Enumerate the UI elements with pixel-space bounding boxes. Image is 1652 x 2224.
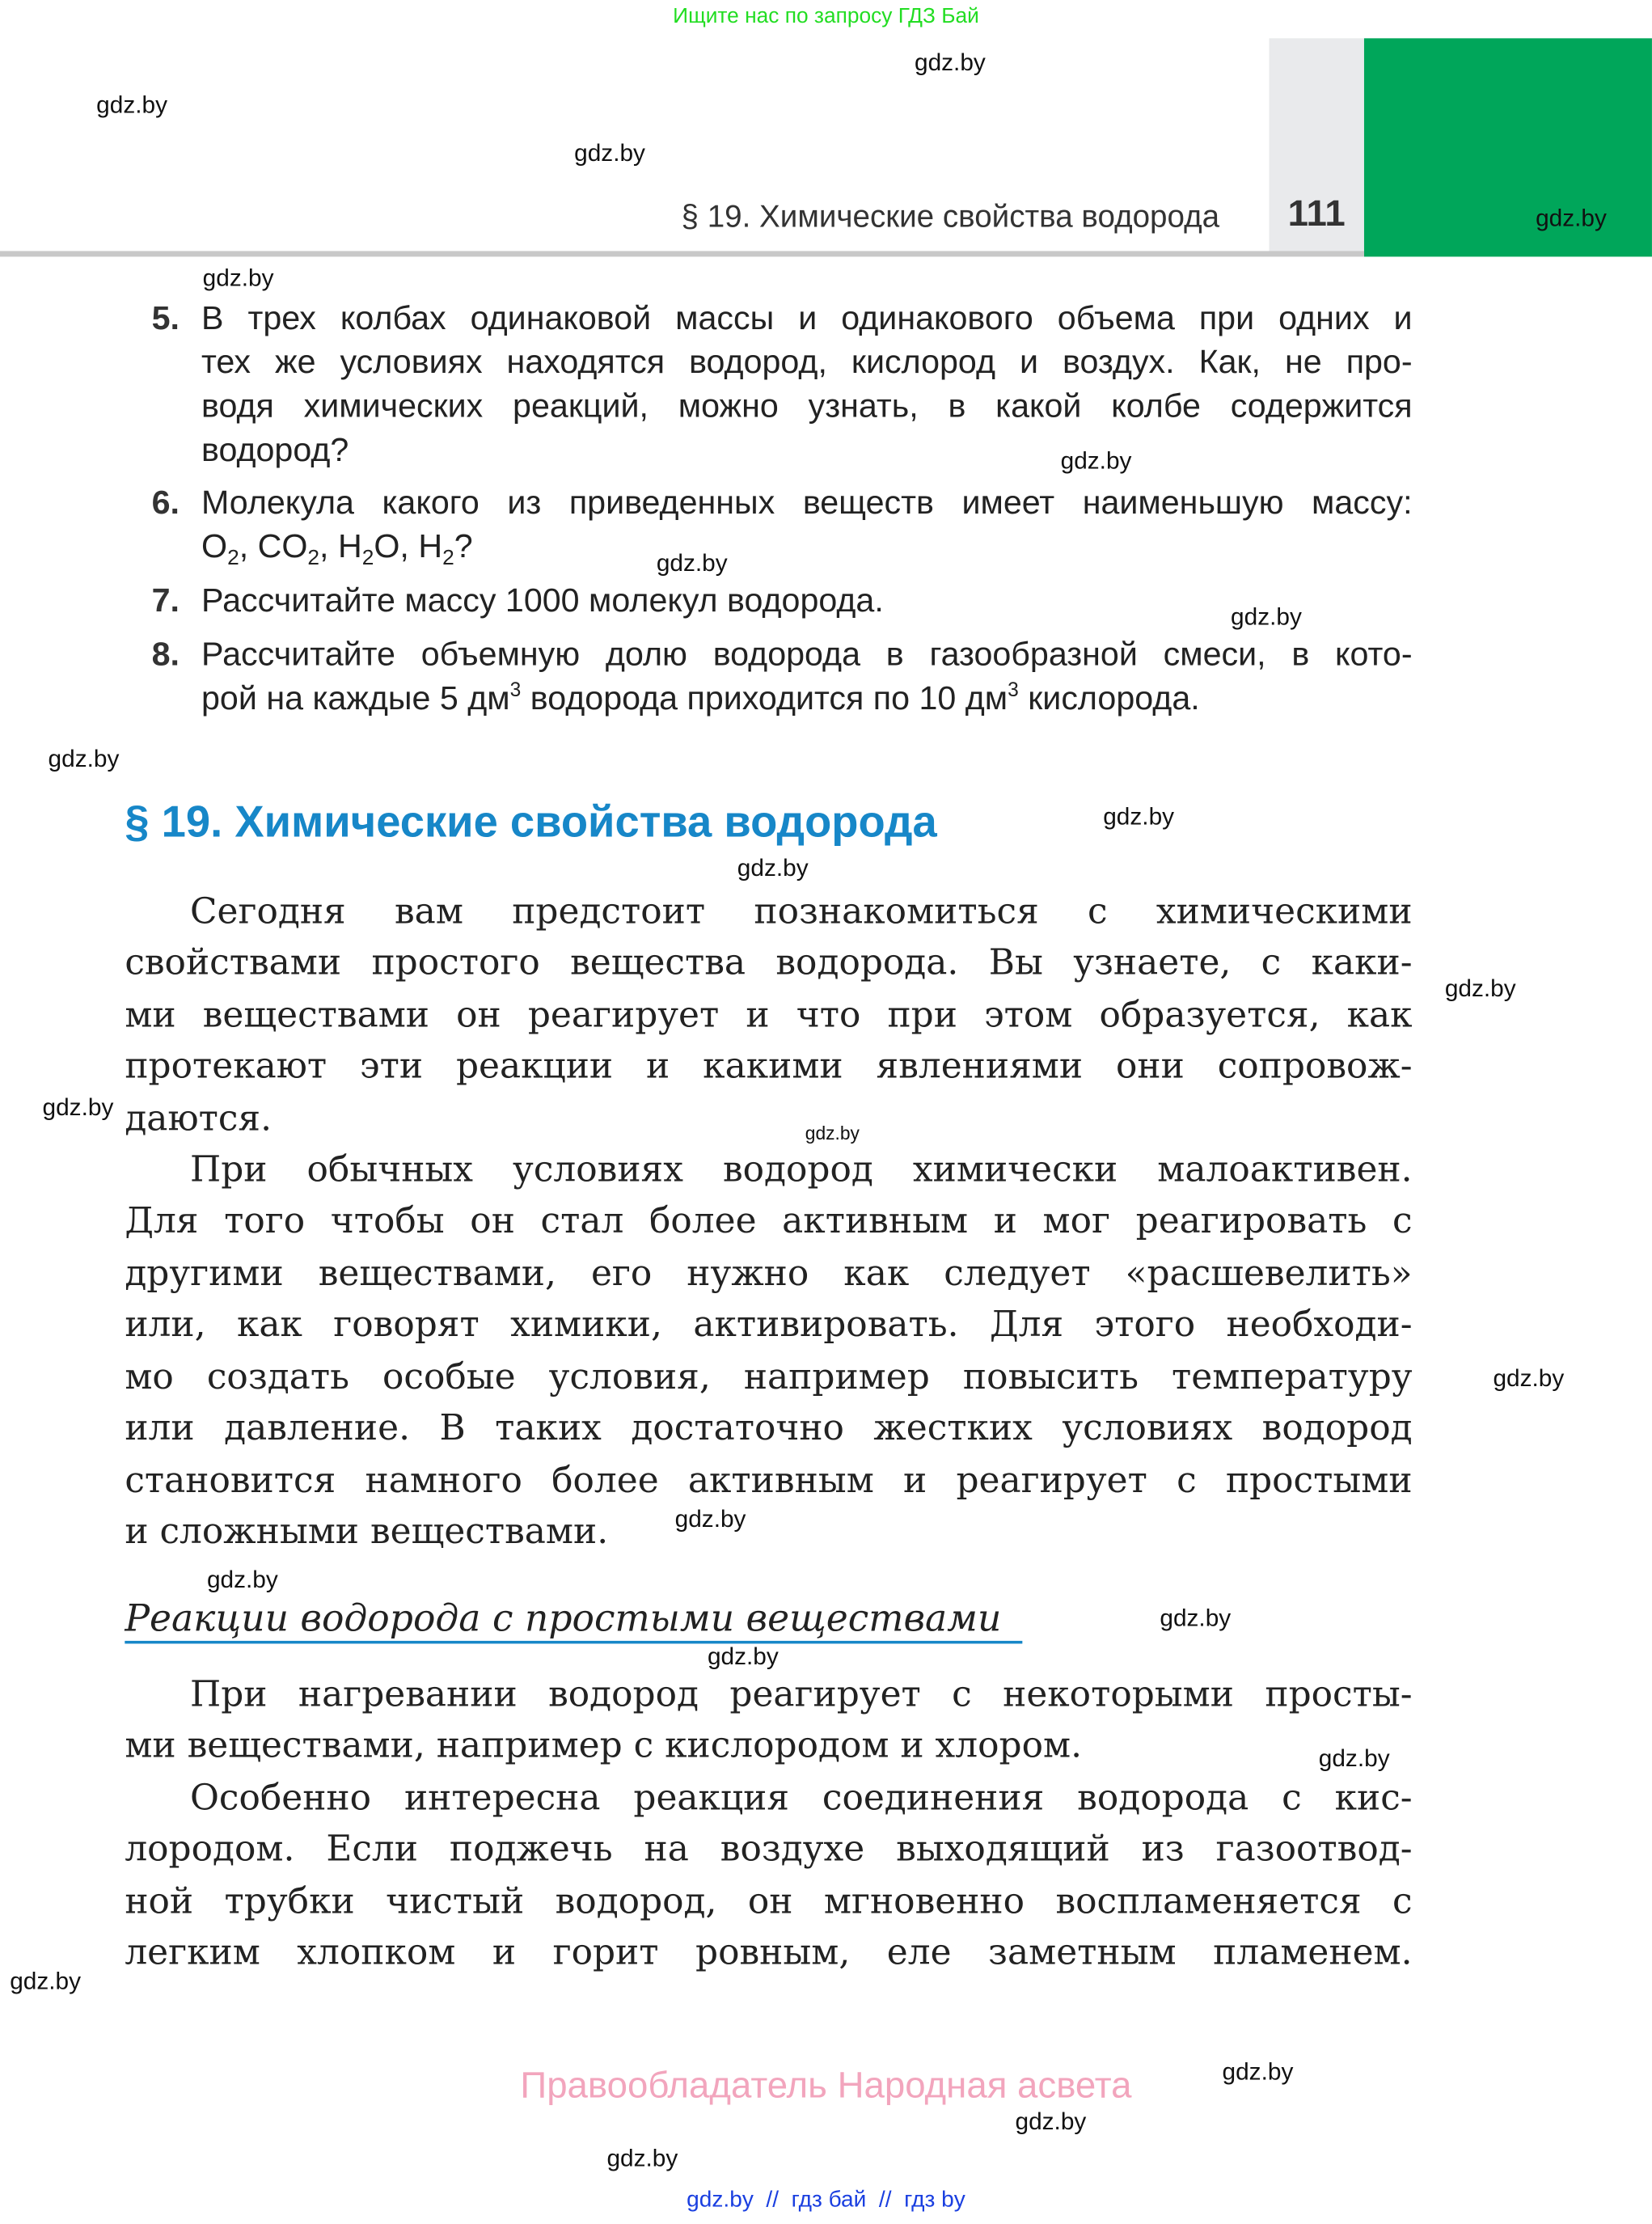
separator: , [399,527,419,564]
watermark: gdz.by [606,2145,678,2172]
watermark: gdz.by [1536,205,1607,232]
watermark: gdz.by [805,1122,860,1144]
formula: O [374,527,400,564]
subscript: 2 [442,546,454,570]
question-line: водя химических реакций, можно узнать, в какой колбе содержится [201,387,1413,425]
paragraph-line: даются. [125,1097,273,1139]
separator: ? [454,527,473,564]
formula: CO [257,527,308,564]
paragraph-line: другими веществами, его нужно как следует «расшевелить» [125,1252,1413,1294]
question-number: 8. [151,635,180,673]
question-line: водород? [201,431,349,468]
paragraph-line: Сегодня вам предстоит познакомиться с химическими [189,890,1413,932]
paragraph-line: становится намного более активным и реагирует с простыми [125,1459,1413,1501]
separator: , [319,527,338,564]
subscript: 2 [361,546,374,570]
paragraph-line: При нагревании водород реагирует с некоторыми просты- [189,1673,1413,1715]
watermark: gdz.by [96,91,168,119]
running-title: § 19. Химические свойства водорода [681,198,1220,235]
chapter-color-tab [1364,38,1652,256]
superscript: 3 [1008,678,1019,701]
question-number: 5. [151,299,180,336]
watermark: gdz.by [574,139,645,167]
page-number: 111 [1287,191,1346,235]
search-hint: Ищите нас по запросу ГДЗ Бай [673,4,979,29]
formula: H [418,527,443,564]
header-rule [0,251,1364,256]
watermark: gdz.by [674,1505,746,1533]
watermark: gdz.by [1493,1364,1565,1393]
watermark: gdz.by [1444,975,1516,1002]
text: водорода приходится по 10 дм [521,679,1008,717]
paragraph-line: При обычных условиях водород химически малоактивен. [189,1148,1413,1190]
paragraph-line: и сложными веществами. [125,1510,609,1552]
section-heading: § 19. Химические свойства водорода [125,797,937,847]
copyright-notice: Правообладатель Народная асвета [520,2063,1132,2107]
subscript: 2 [227,546,239,570]
question-line: тех же условиях находятся водород, кислород и воздух. Как, не про- [201,343,1413,380]
paragraph-line: Для того чтобы он стал более активным и мог реагировать с [125,1199,1413,1241]
watermark: gdz.by [1103,803,1175,831]
watermark: gdz.by [1015,2108,1087,2136]
watermark: gdz.by [1318,1744,1390,1773]
watermark: gdz.by [656,549,728,577]
paragraph-line: свойствами простого вещества водорода. Вы узнаете, с каки- [125,941,1413,983]
watermark: gdz.by [737,854,809,882]
formula: O [201,527,228,564]
paragraph-line: Особенно интересна реакция соединения водорода с кис- [189,1777,1413,1819]
question-line [201,676,1200,719]
superscript: 3 [509,678,522,701]
watermark: gdz.by [202,264,274,292]
paragraph-line: или давление. В таких достаточно жестких условиях водород [125,1406,1413,1448]
question-line: Рассчитайте массу 1000 молекул водорода. [201,581,884,619]
subsection-heading: Реакции водорода с простыми веществами [125,1598,1022,1643]
footer-links[interactable]: gdz.by // гдз бай // гдз by [687,2188,965,2213]
watermark: gdz.by [1231,603,1302,631]
question-line: Рассчитайте объемную долю водорода в газообразной смеси, в кото- [201,635,1413,673]
watermark: gdz.by [206,1566,278,1594]
separator: , [239,527,258,564]
paragraph-line: протекают эти реакции и какими явлениями они сопровож- [125,1045,1413,1087]
question-line: Молекула какого из приведенных веществ имеет наименьшую массу: [201,483,1413,521]
watermark: gdz.by [1160,1605,1232,1632]
watermark: gdz.by [42,1093,114,1122]
formula: H [337,527,362,564]
paragraph-line: ми веществами, например с кислородом и хлором. [125,1724,1083,1766]
paragraph-line: ми веществами он реагирует и что при этом образуется, как [125,994,1413,1036]
paragraph-line: ной трубки чистый водород, он мгновенно воспламеняется с [125,1880,1413,1922]
watermark: gdz.by [1222,2058,1294,2086]
paragraph-line: или, как говорят химики, активировать. Для этого необходи- [125,1303,1413,1345]
watermark: gdz.by [707,1643,779,1670]
watermark: gdz.by [10,1968,82,1995]
watermark: gdz.by [1060,447,1132,475]
text: кислорода. [1018,679,1200,717]
paragraph-line: легким хлопком и горит ровным, еле заметным пламенем. [125,1931,1413,1973]
question-number: 6. [151,483,180,521]
subscript: 2 [307,546,320,570]
question-line: В трех колбах одинаковой массы и одинакового объема при одних и [201,299,1413,336]
paragraph-line: мо создать особые условия, например повысить температуру [125,1355,1413,1397]
question-number: 7. [151,581,180,619]
paragraph-line: лородом. Если поджечь на воздухе выходящий из газоотвод- [125,1828,1413,1870]
question-formulas [201,525,473,568]
watermark: gdz.by [914,49,986,76]
watermark: gdz.by [48,745,120,772]
text: рой на каждые 5 дм [201,679,510,717]
